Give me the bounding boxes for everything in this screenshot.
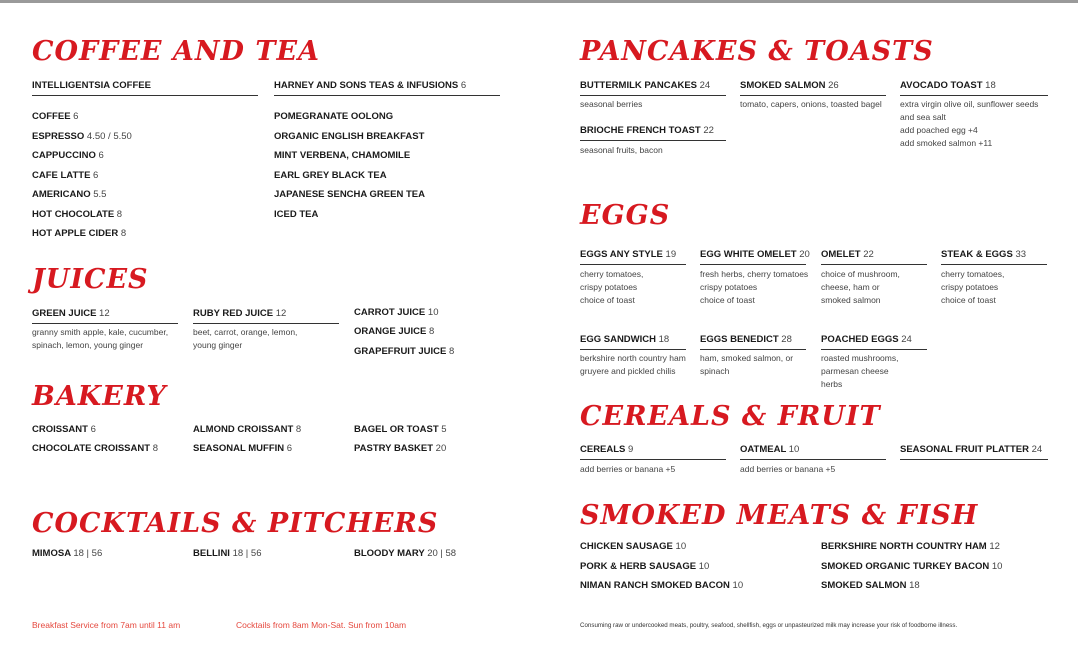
menu-item-chicken-sausage: CHICKEN SAUSAGE 10	[580, 541, 687, 552]
menu-item-turkey-bacon: SMOKED ORGANIC TURKEY BACON 10	[821, 561, 1003, 572]
menu-item-almond-croissant: ALMOND CROISSANT 8	[193, 424, 302, 435]
footer-cocktail-hours: Cocktails from 8am Mon-Sat. Sun from 10am	[236, 620, 407, 630]
subheader-eggs-any-style: EGGS ANY STYLE 19	[580, 249, 686, 265]
menu-item-cappuccino: CAPPUCCINO 6	[32, 150, 104, 161]
section-title-juices: JUICES	[32, 264, 149, 295]
subheader-cereals: CEREALS 9	[580, 444, 726, 460]
menu-item-iced-tea: ICED TEA	[274, 209, 319, 220]
subheader-eggs-benedict: EGGS BENEDICT 28	[700, 334, 806, 350]
subheader-egg-sandwich: EGG SANDWICH 18	[580, 334, 686, 350]
menu-item-hot-chocolate: HOT CHOCOLATE 8	[32, 209, 123, 220]
section-title-smoked-meats: SMOKED MEATS & FISH	[580, 500, 979, 531]
menu-item-mint-verbena: MINT VERBENA, CHAMOMILE	[274, 150, 411, 161]
desc-cereals: add berries or banana +5	[580, 464, 676, 474]
desc-poached-eggs: roasted mushrooms, parmesan cheese herbs	[821, 353, 899, 389]
subheader-egg-white-omelet: EGG WHITE OMELET 20	[700, 249, 806, 265]
addon-smoked-salmon: add smoked salmon +11	[900, 138, 993, 148]
section-title-pancakes: PANCAKES & TOASTS	[580, 36, 934, 67]
menu-item-americano: AMERICANO 5.5	[32, 189, 107, 200]
menu-item-seasonal-muffin: SEASONAL MUFFIN 6	[193, 443, 293, 454]
subheader-omelet: OMELET 22	[821, 249, 927, 265]
desc-brioche-french-toast: seasonal fruits, bacon	[580, 145, 663, 155]
desc-ruby-red-juice: beet, carrot, orange, lemon, young ginger	[193, 327, 298, 350]
subheader-poached-eggs: POACHED EGGS 24	[821, 334, 927, 350]
menu-item-smoked-salmon-side: SMOKED SALMON 18	[821, 580, 920, 591]
desc-smoked-salmon: tomato, capers, onions, toasted bagel	[740, 99, 882, 109]
menu-item-bagel-toast: BAGEL OR TOAST 5	[354, 424, 447, 435]
subheader-harney-teas: HARNEY AND SONS TEAS & INFUSIONS 6	[274, 80, 500, 96]
subheader-buttermilk-pancakes: BUTTERMILK PANCAKES 24	[580, 80, 726, 96]
menu-item-cafe-latte: CAFE LATTE 6	[32, 170, 99, 181]
subheader-intelligentsia-coffee: INTELLIGENTSIA COFFEE	[32, 80, 258, 96]
menu-item-pork-herb-sausage: PORK & HERB SAUSAGE 10	[580, 561, 710, 572]
addon-poached-egg: add poached egg +4	[900, 125, 978, 135]
menu-item-bellini: BELLINI 18 | 56	[193, 548, 262, 559]
menu-item-pastry-basket: PASTRY BASKET 20	[354, 443, 447, 454]
section-title-eggs: EGGS	[580, 200, 671, 231]
menu-item-niman-ranch-bacon: NIMAN RANCH SMOKED BACON 10	[580, 580, 744, 591]
menu-item-grapefruit-juice: GRAPEFRUIT JUICE 8	[354, 346, 455, 357]
menu-item-hot-apple-cider: HOT APPLE CIDER 8	[32, 228, 127, 239]
menu-item-pomegranate-oolong: POMEGRANATE OOLONG	[274, 111, 394, 122]
menu-item-english-breakfast: ORGANIC ENGLISH BREAKFAST	[274, 131, 425, 142]
subheader-green-juice: GREEN JUICE 12	[32, 308, 178, 324]
desc-oatmeal: add berries or banana +5	[740, 464, 836, 474]
desc-egg-sandwich: berkshire north country ham gruyere and pickled chilis	[580, 353, 686, 376]
menu-item-earl-grey: EARL GREY BLACK TEA	[274, 170, 387, 181]
footer-breakfast-hours: Breakfast Service from 7am until 11 am	[32, 620, 181, 630]
desc-egg-white-omelet: fresh herbs, cherry tomatoes crispy potatoes choice of toast	[700, 269, 809, 305]
subheader-steak-eggs: STEAK & EGGS 33	[941, 249, 1047, 265]
subheader-seasonal-fruit-platter: SEASONAL FRUIT PLATTER 24	[900, 444, 1048, 460]
menu-item-espresso: ESPRESSO 4.50 / 5.50	[32, 131, 132, 142]
menu-item-orange-juice: ORANGE JUICE 8	[354, 326, 435, 337]
menu-item-sencha: JAPANESE SENCHA GREEN TEA	[274, 189, 425, 200]
desc-buttermilk-pancakes: seasonal berries	[580, 99, 643, 109]
desc-green-juice: granny smith apple, kale, cucumber, spinach, lemon, young ginger	[32, 327, 169, 350]
desc-steak-eggs: cherry tomatoes, crispy potatoes choice of toast	[941, 269, 1005, 305]
desc-omelet: choice of mushroom, cheese, ham or smoked salmon	[821, 269, 900, 305]
section-title-cocktails: COCKTAILS & PITCHERS	[32, 508, 439, 539]
footer-health-warning: Consuming raw or undercooked meats, poultry, seafood, shellfish, eggs or unpasteurized milk may increase your risk of foodborne illness.	[580, 622, 958, 629]
top-border	[0, 0, 1078, 3]
desc-eggs-any-style: cherry tomatoes, crispy potatoes choice of toast	[580, 269, 644, 305]
menu-item-berkshire-ham: BERKSHIRE NORTH COUNTRY HAM 12	[821, 541, 1000, 552]
menu-item-bloody-mary: BLOODY MARY 20 | 58	[354, 548, 457, 559]
subheader-oatmeal: OATMEAL 10	[740, 444, 886, 460]
menu-item-croissant: CROISSANT 6	[32, 424, 96, 435]
desc-eggs-benedict: ham, smoked salmon, or spinach	[700, 353, 794, 376]
subheader-smoked-salmon: SMOKED SALMON 26	[740, 80, 886, 96]
section-title-cereals: CEREALS & FRUIT	[580, 401, 881, 432]
subheader-brioche-french-toast: BRIOCHE FRENCH TOAST 22	[580, 125, 726, 141]
section-title-coffee-tea: COFFEE AND TEA	[32, 36, 320, 67]
subheader-avocado-toast: AVOCADO TOAST 18	[900, 80, 1048, 96]
subheader-ruby-red-juice: RUBY RED JUICE 12	[193, 308, 339, 324]
menu-item-carrot-juice: CARROT JUICE 10	[354, 307, 439, 318]
menu-item-chocolate-croissant: CHOCOLATE CROISSANT 8	[32, 443, 158, 454]
menu-item-coffee: COFFEE 6	[32, 111, 79, 122]
menu-item-mimosa: MIMOSA 18 | 56	[32, 548, 103, 559]
section-title-bakery: BAKERY	[32, 381, 167, 412]
desc-avocado-toast: extra virgin olive oil, sunflower seeds and sea salt	[900, 99, 1039, 122]
